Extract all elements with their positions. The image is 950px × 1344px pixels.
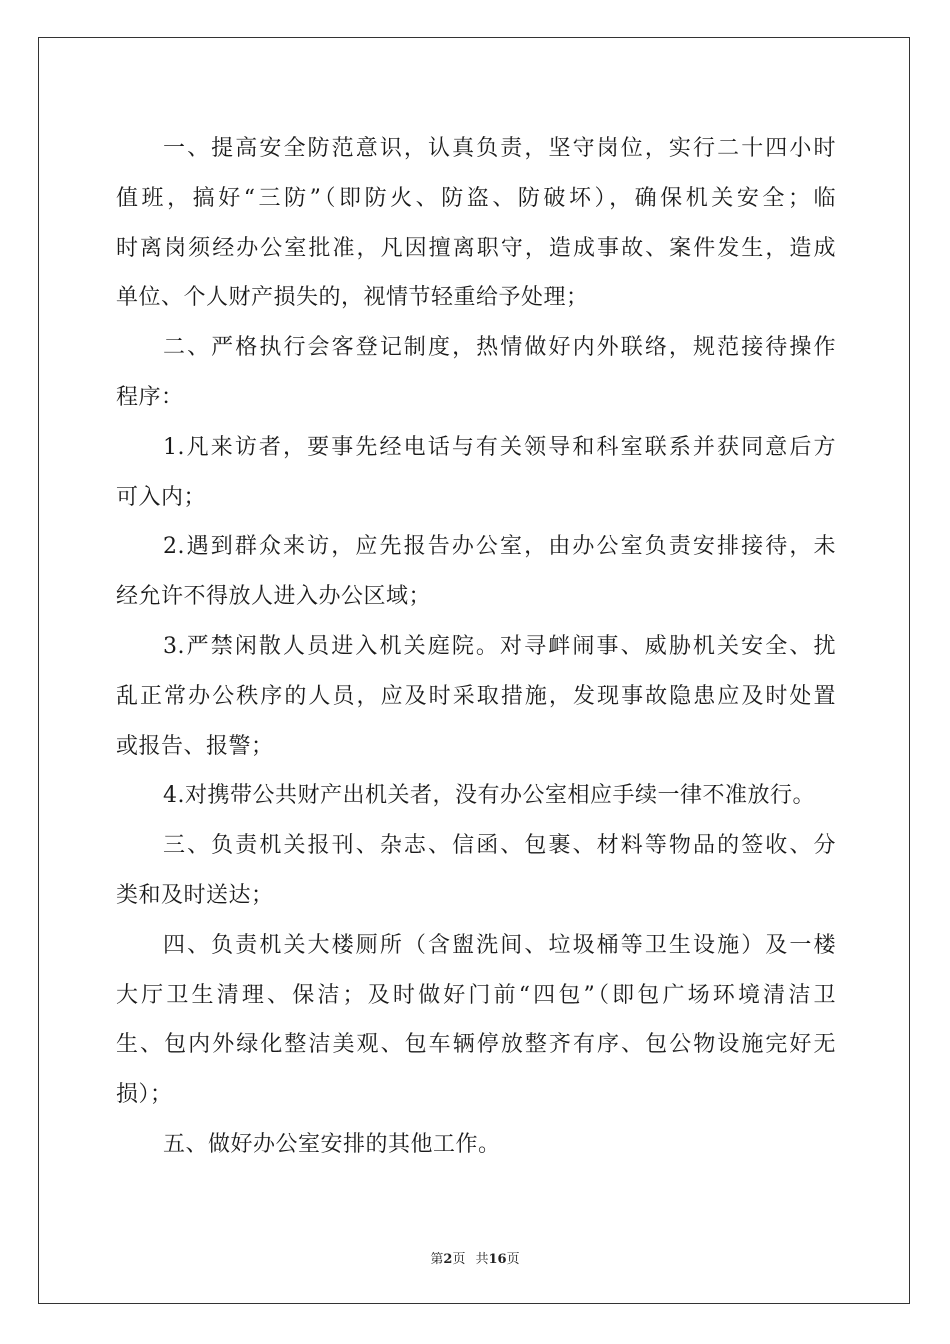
text-line: 程序： — [116, 384, 184, 410]
text-line: 1.凡来访者，要事先经电话与有关领导和科室联系并获同意后方 — [163, 434, 836, 460]
text-line: 2.遇到群众来访，应先报告办公室，由办公室负责安排接待，未 — [163, 534, 836, 560]
paragraph-1 — [116, 124, 836, 323]
total-prefix: 共 — [475, 1252, 489, 1267]
page-prefix: 第 — [430, 1252, 444, 1267]
text-line: 一、提高安全防范意识，认真负责，坚守岗位，实行二十四小时 — [163, 136, 836, 161]
text-line: 五、做好办公室安排的其他工作。 — [163, 1131, 501, 1157]
total-suffix: 页 — [506, 1252, 520, 1267]
text-line: 时离岗须经办公室批准，凡因擅离职守，造成事故、案件发生，造成 — [116, 235, 836, 261]
text-line: 单位、个人财产损失的，视情节轻重给予处理； — [116, 285, 589, 311]
paragraph-9 — [116, 1120, 836, 1170]
text-line: 值班，搞好“三防”（即防火、防盗、防破坏），确保机关安全；临 — [116, 185, 836, 211]
page-footer — [0, 1248, 950, 1267]
text-line: 生、包内外绿化整洁美观、包车辆停放整齐有序、包公物设施完好无 — [116, 1032, 836, 1058]
text-line: 三、负责机关报刊、杂志、信函、包裹、材料等物品的签收、分 — [163, 833, 836, 859]
text-line: 可入内； — [116, 484, 207, 510]
paragraph-6 — [116, 771, 836, 821]
page-number: 2 — [443, 1252, 453, 1267]
paragraph-5 — [116, 622, 836, 771]
text-line: 乱正常办公秩序的人员，应及时采取措施，发现事故隐患应及时处置 — [116, 683, 836, 709]
text-line: 大厅卫生清理、保洁；及时做好门前“四包”（即包广场环境清洁卫 — [116, 982, 836, 1008]
paragraph-3 — [116, 423, 836, 523]
text-line: 经允许不得放人进入办公区域； — [116, 584, 432, 610]
text-line: 二、严格执行会客登记制度，热情做好内外联络，规范接待操作 — [163, 335, 836, 361]
text-line: 损）； — [116, 1082, 173, 1108]
text-line: 四、负责机关大楼厕所（含盥洗间、垃圾桶等卫生设施）及一楼 — [163, 932, 836, 958]
text-line: 3.严禁闲散人员进入机关庭院。对寻衅闹事、威胁机关安全、扰 — [163, 633, 836, 659]
paragraph-8 — [116, 921, 836, 1120]
total-pages: 16 — [488, 1252, 507, 1267]
text-line: 4.对携带公共财产出机关者，没有办公室相应手续一律不准放行。 — [163, 783, 815, 809]
paragraph-4 — [116, 522, 836, 622]
page-suffix: 页 — [452, 1252, 466, 1267]
paragraph-7 — [116, 821, 836, 921]
paragraph-2 — [116, 323, 836, 423]
text-line: 或报告、报警； — [116, 733, 274, 759]
text-line: 类和及时送达； — [116, 882, 274, 908]
document-body — [116, 124, 836, 1170]
